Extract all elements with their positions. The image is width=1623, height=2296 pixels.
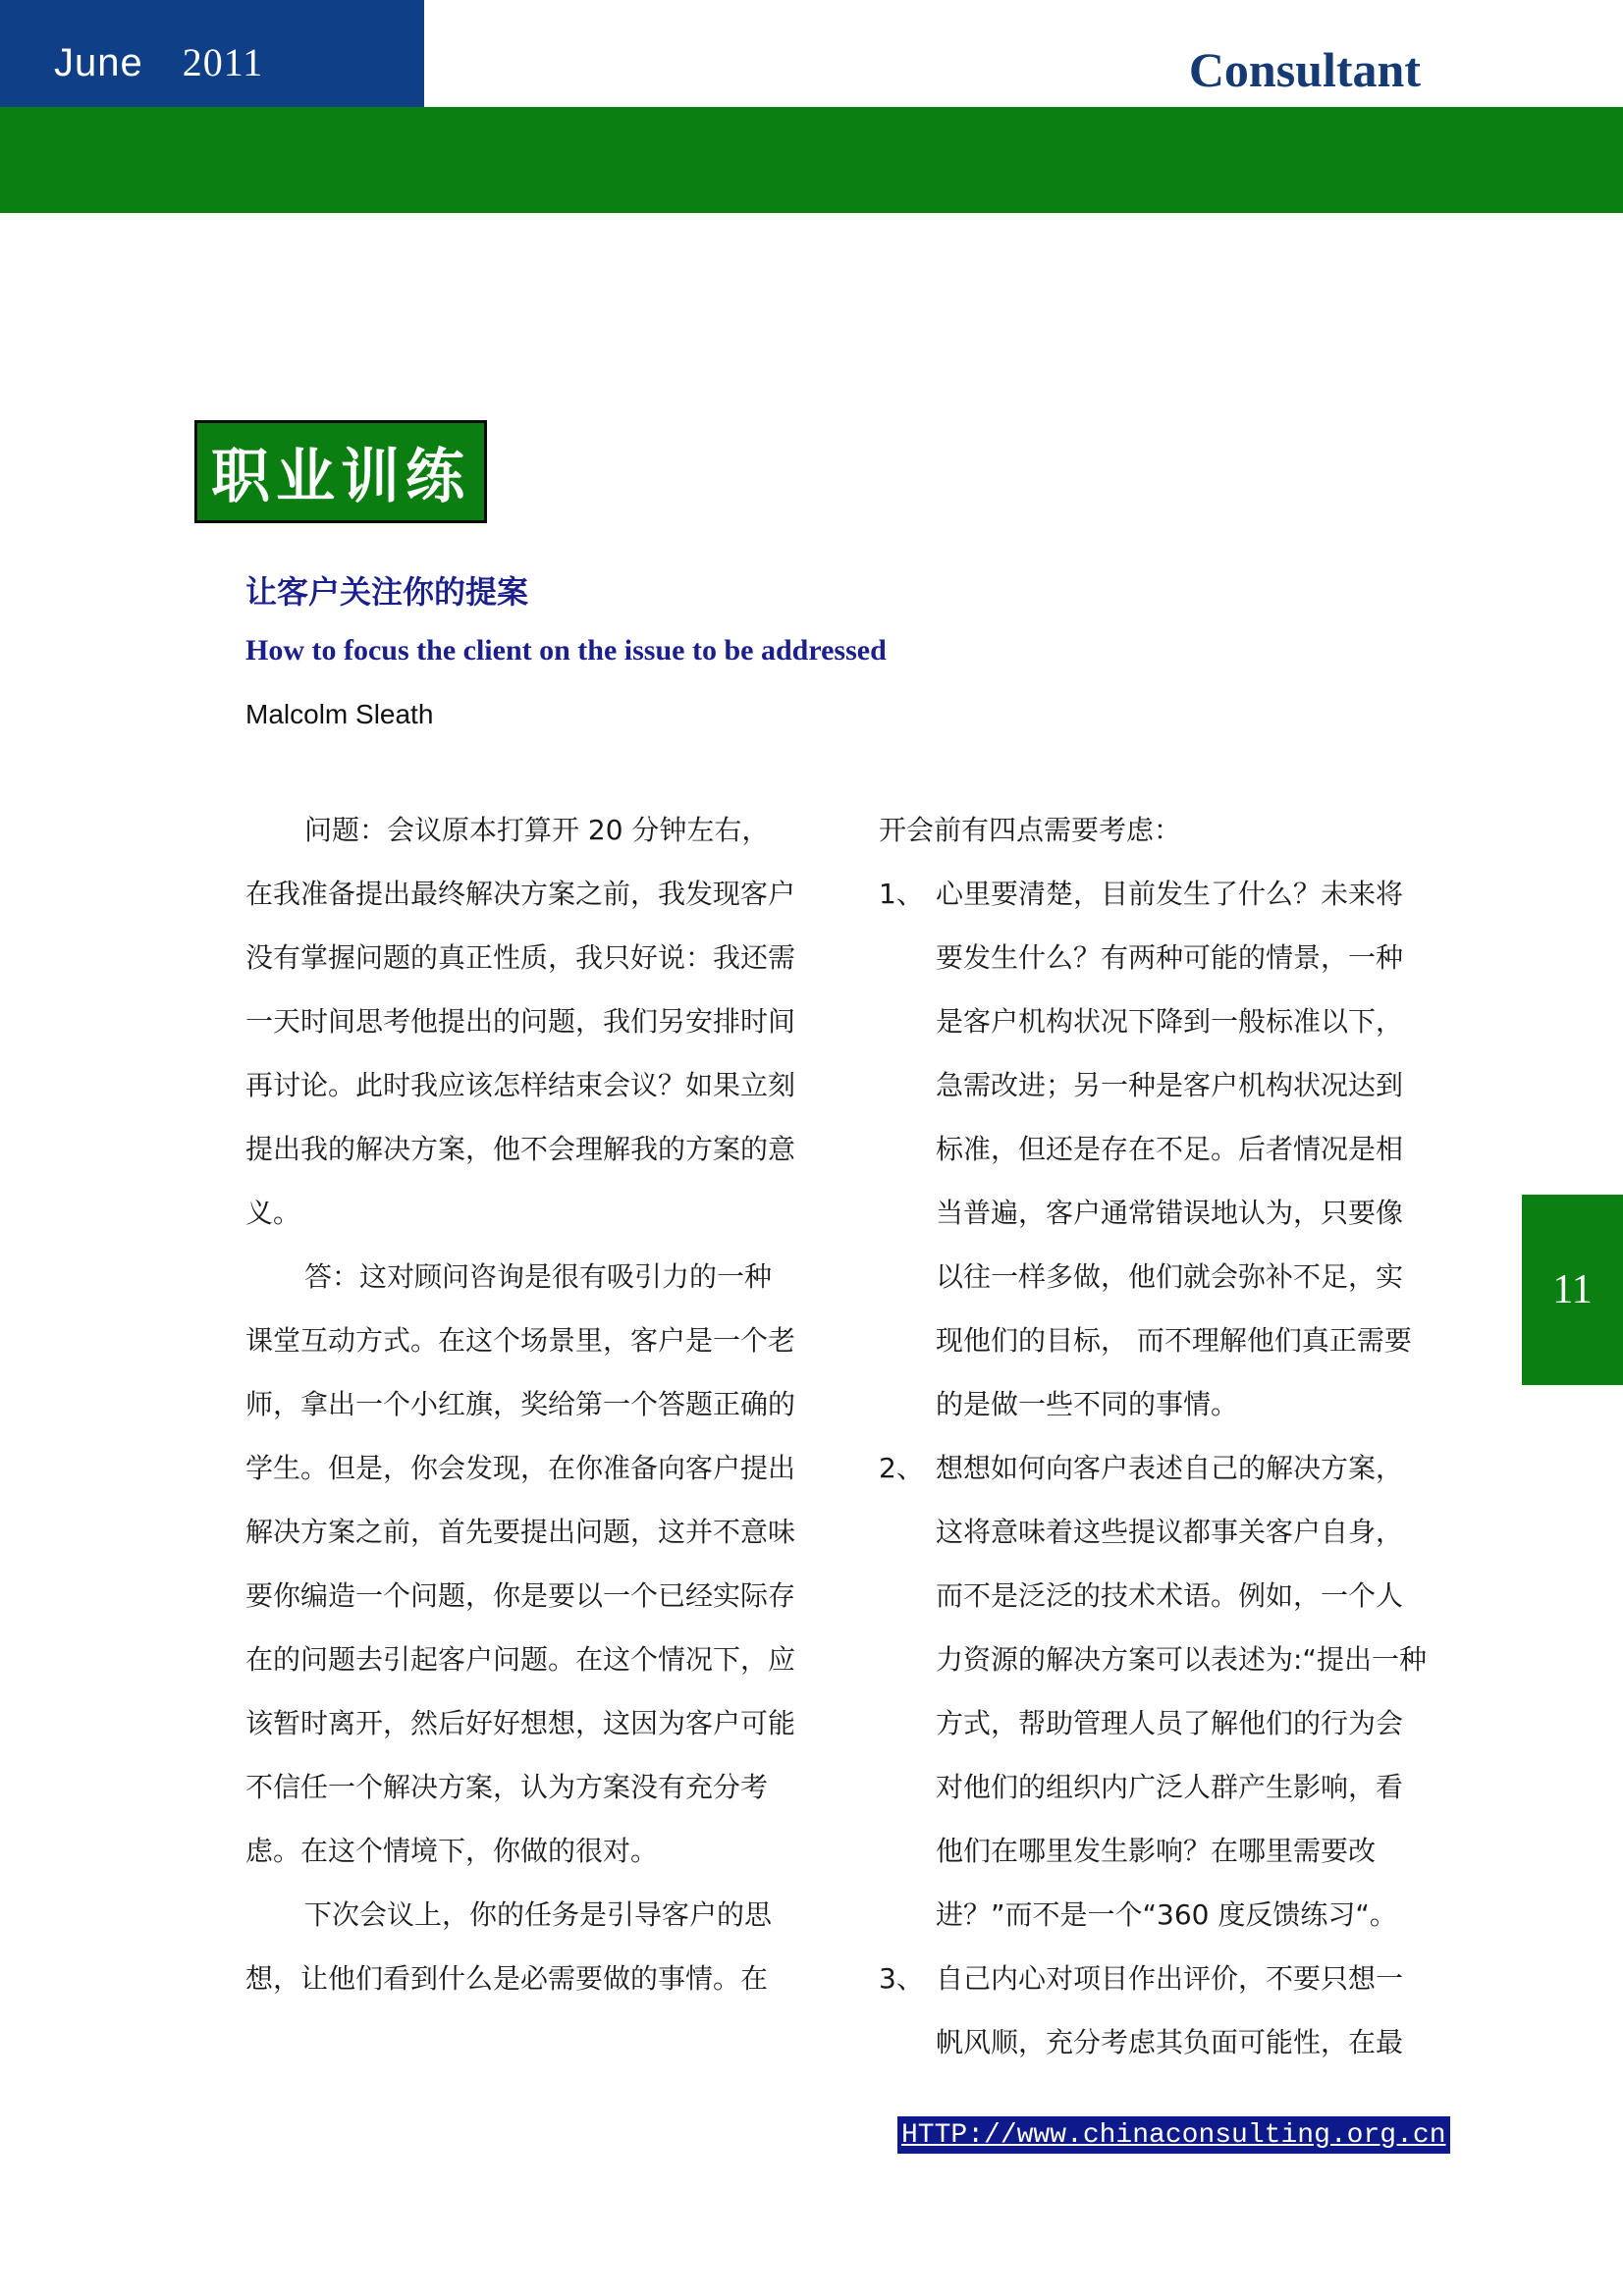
article-author: Malcolm Sleath: [245, 699, 434, 729]
considerations-intro: 开会前有四点需要考虑：: [879, 814, 1182, 846]
consideration-item: [879, 1947, 1429, 2074]
issue-month: June: [54, 41, 143, 84]
issue-year: 2011: [182, 40, 264, 84]
next-meeting-paragraph: 下次会议上，你的任务是引导客户的思想，让他们看到什么是必需要做的事情。在: [245, 1898, 773, 1995]
footer-url-bar[interactable]: [897, 2116, 1450, 2154]
item-text: 心里要清楚，目前发生了什么？未来将要发生什么？有两种可能的情景，一种是客户机构状况下降到一般标准以下，急需改进；另一种是客户机构状况达到标准，但还是存在不足。后者情况是相当普遍，客户通常错误地认为，只要像以往一样多做，他们就会弥补不足，实现他们的目标， 而不理解他们真正需要的是做一些不同的事情。: [936, 878, 1412, 1420]
consideration-item: [879, 1436, 1429, 1947]
section-title: 职业训练: [211, 442, 470, 511]
left-column: [245, 798, 795, 2010]
section-label-box: [194, 420, 487, 523]
page-number-tab: [1522, 1195, 1623, 1385]
header-date-block: [0, 0, 424, 107]
right-column: [879, 798, 1429, 2074]
item-number: 3、: [879, 1962, 924, 1995]
item-number: 2、: [879, 1452, 924, 1484]
header-green-band: [0, 107, 1623, 213]
consideration-item: [879, 862, 1429, 1436]
article-title-chinese: 让客户关注你的提案: [245, 573, 529, 611]
item-text: 自己内心对项目作出评价，不要只想一帆风顺，充分考虑其负面可能性，在最: [936, 1962, 1404, 2058]
item-number: 1、: [879, 878, 924, 910]
page-number: 11: [1552, 1267, 1593, 1312]
question-paragraph: 问题：会议原本打算开 20 分钟左右，在我准备提出最终解决方案之前，我发现客户没有掌握问题的真正性质，我只好说：我还需一天时间思考他提出的问题，我们另安排时间再讨论。此时我应该怎样结束会议？如果立刻提出我的解决方案，他不会理解我的方案的意义。: [245, 814, 796, 1229]
item-text: 想想如何向客户表述自己的解决方案，这将意味着这些提议都事关客户自身，而不是泛泛的技术术语。例如，一个人力资源的解决方案可以表述为:“提出一种方式，帮助管理人员了解他们的行为会对他们的组织内广泛人群产生影响，看他们在哪里发生影响？在哪里需要改进？”而不是一个“360 度反馈练习“。: [936, 1452, 1427, 1931]
issue-date: [54, 39, 263, 85]
magazine-title: Consultant: [1188, 42, 1421, 97]
website-link[interactable]: HTTP://www.chinaconsulting.org.cn: [901, 2119, 1446, 2151]
article-title-english: How to focus the client on the issue to be addressed: [245, 634, 887, 667]
answer-paragraph: 答：这对顾问咨询是很有吸引力的一种课堂互动方式。在这个场景里，客户是一个老师，拿出一个小红旗，奖给第一个答题正确的学生。但是，你会发现，在你准备向客户提出解决方案之前，首先要提出问题，这并不意味要你编造一个问题，你是要以一个已经实际存在的问题去引起客户问题。在这个情况下，应该暂时离开，然后好好想想，这因为客户可能不信任一个解决方案，认为方案没有充分考虑。在这个情境下，你做的很对。: [245, 1260, 796, 1867]
